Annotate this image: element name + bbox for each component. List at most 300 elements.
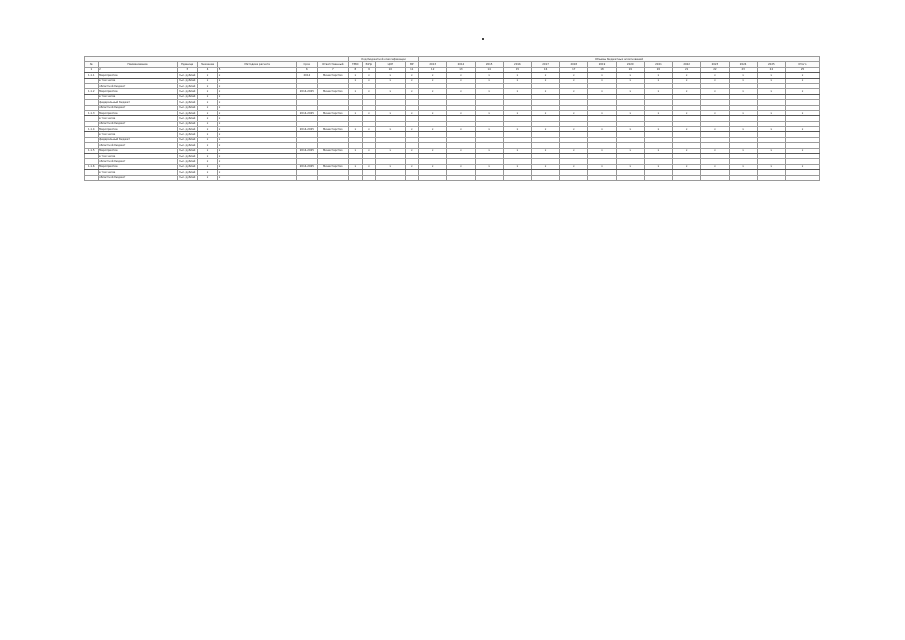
table-cell: х xyxy=(785,89,819,94)
table-cell: х xyxy=(701,148,729,153)
table-cell: х xyxy=(729,127,757,132)
table-cell: х xyxy=(349,73,363,78)
table-cell: х xyxy=(197,148,217,153)
table-cell: х xyxy=(644,73,672,78)
table-cell: 15 xyxy=(503,67,531,72)
table-cell: 21 xyxy=(673,67,701,72)
table-cell: х xyxy=(362,78,376,83)
table-cell: областной бюджет xyxy=(98,105,177,110)
table-cell: тыс. рублей xyxy=(179,100,196,104)
table-cell: 2014-2025 xyxy=(297,148,317,153)
table-cell: х xyxy=(376,89,405,94)
table-cell: х xyxy=(376,73,405,78)
table-cell: х xyxy=(218,154,297,159)
table-cell: х xyxy=(475,89,503,94)
table-cell: х xyxy=(447,89,475,94)
table-cell: х xyxy=(673,73,701,78)
table-cell: х xyxy=(616,127,644,132)
table-cell: х xyxy=(785,110,819,115)
table-cell: х xyxy=(475,78,503,83)
table-cell xyxy=(349,175,363,180)
table-cell: х xyxy=(218,94,297,99)
column-header: РзПр xyxy=(362,62,376,67)
table-cell: 2014-2025 xyxy=(297,110,317,115)
table-cell: х xyxy=(757,89,785,94)
table-cell: х xyxy=(218,148,297,153)
table-cell: х xyxy=(349,89,363,94)
table-cell: х xyxy=(503,73,531,78)
table-cell: Министерство xyxy=(317,164,349,169)
table-cell xyxy=(757,175,785,180)
table-cell: х xyxy=(616,89,644,94)
table-cell: х xyxy=(503,127,531,132)
table-cell: в том числе xyxy=(98,170,177,175)
table-cell: х xyxy=(588,89,616,94)
table-cell: х xyxy=(503,110,531,115)
table-cell: х xyxy=(362,127,376,132)
table-cell: 10 xyxy=(376,67,405,72)
table-cell: х xyxy=(218,110,297,115)
table-cell: х xyxy=(531,73,559,78)
table-cell: 11 xyxy=(405,67,419,72)
budget-code-group: Код бюджетной классификации xyxy=(349,57,419,62)
table-cell: х xyxy=(673,164,701,169)
table-cell: х xyxy=(588,110,616,115)
table-cell: х xyxy=(218,132,297,137)
table-cell: х xyxy=(531,127,559,132)
table-cell: х xyxy=(560,164,588,169)
table-cell: х xyxy=(673,89,701,94)
table-cell xyxy=(362,175,376,180)
table-cell: 13 xyxy=(447,67,475,72)
table-cell: х xyxy=(197,170,217,175)
column-header: 2024 xyxy=(729,62,757,67)
table-cell: х xyxy=(419,89,447,94)
table-cell: 17 xyxy=(560,67,588,72)
table-cell: х xyxy=(197,159,217,164)
table-cell: х xyxy=(644,78,672,83)
table-cell: х xyxy=(197,164,217,169)
table-cell: х xyxy=(197,116,217,121)
table-cell: х xyxy=(616,164,644,169)
document-sheet xyxy=(84,56,820,596)
table-cell: тыс. рублей xyxy=(179,106,196,110)
table-cell: х xyxy=(531,78,559,83)
column-header: ВР xyxy=(405,62,419,67)
table-cell: х xyxy=(197,100,217,105)
table-cell: тыс. рублей xyxy=(179,73,196,77)
column-header: 2015 xyxy=(475,62,503,67)
table-cell: Мероприятие xyxy=(98,110,177,115)
column-header: 2025 xyxy=(757,62,785,67)
table-cell: тыс. рублей xyxy=(179,160,196,164)
table-cell: х xyxy=(729,73,757,78)
table-cell: 23 xyxy=(729,67,757,72)
column-header: Наименование xyxy=(98,62,177,67)
table-cell: х xyxy=(588,127,616,132)
table-cell: х xyxy=(503,164,531,169)
table-cell: х xyxy=(757,78,785,83)
table-cell: х xyxy=(197,127,217,132)
column-header: 2019 xyxy=(588,62,616,67)
table-cell: х xyxy=(447,164,475,169)
table-cell: х xyxy=(729,148,757,153)
table-cell: х xyxy=(218,78,297,83)
table-cell: х xyxy=(447,148,475,153)
column-header: 2013 xyxy=(419,62,447,67)
table-cell: х xyxy=(560,78,588,83)
table-cell: х xyxy=(405,127,419,132)
table-cell: х xyxy=(785,164,819,169)
table-cell: 2014-2025 xyxy=(297,127,317,132)
table-cell: х xyxy=(362,148,376,153)
table-cell: 18 xyxy=(588,67,616,72)
table-cell xyxy=(419,175,447,180)
table-cell xyxy=(447,175,475,180)
table-cell: тыс. рублей xyxy=(179,154,196,158)
table-cell: х xyxy=(362,73,376,78)
table-cell: х xyxy=(197,143,217,148)
table-cell xyxy=(376,175,405,180)
table-cell: х xyxy=(197,154,217,159)
table-cell: 3 xyxy=(177,67,197,72)
table-cell: 1.1.5 xyxy=(85,148,99,153)
table-cell: тыс. рублей xyxy=(179,127,196,131)
table-cell: х xyxy=(503,148,531,153)
table-cell: х xyxy=(349,148,363,153)
table-cell: х xyxy=(197,94,217,99)
table-cell: х xyxy=(588,164,616,169)
table-cell: областной бюджет xyxy=(98,159,177,164)
table-cell: х xyxy=(673,127,701,132)
table-cell: х xyxy=(560,89,588,94)
table-cell: х xyxy=(405,73,419,78)
table-cell: х xyxy=(376,127,405,132)
table-cell: х xyxy=(785,73,819,78)
table-cell xyxy=(785,175,819,180)
table-cell: х xyxy=(218,121,297,126)
table-cell: х xyxy=(475,148,503,153)
table-cell: х xyxy=(701,78,729,83)
table-cell: х xyxy=(197,137,217,142)
table-cell: х xyxy=(405,164,419,169)
column-header: Значение xyxy=(197,62,217,67)
table-cell: областной бюджет xyxy=(98,143,177,148)
table-cell: х xyxy=(362,89,376,94)
table-cell: х xyxy=(757,73,785,78)
table-cell: х xyxy=(785,127,819,132)
table-cell: х xyxy=(673,110,701,115)
table-cell xyxy=(531,175,559,180)
table-cell: областной бюджет xyxy=(98,121,177,126)
table-cell: 5 xyxy=(218,67,297,72)
table-cell xyxy=(588,175,616,180)
table-cell: х xyxy=(560,127,588,132)
table-cell xyxy=(317,175,349,180)
table-cell: х xyxy=(644,148,672,153)
table-cell: х xyxy=(531,164,559,169)
table-cell: 1.1.6 xyxy=(85,164,99,169)
table-cell xyxy=(701,175,729,180)
column-header: Срок xyxy=(297,62,317,67)
table-cell: х xyxy=(218,175,297,180)
table-cell: 9 xyxy=(362,67,376,72)
table-cell: х xyxy=(218,100,297,105)
table-cell: х xyxy=(218,89,297,94)
page-mark xyxy=(482,38,484,40)
table-cell: х xyxy=(757,127,785,132)
table-cell: х xyxy=(644,127,672,132)
table-cell: 14 xyxy=(475,67,503,72)
column-header: 2016 xyxy=(503,62,531,67)
column-header: 2017 xyxy=(531,62,559,67)
table-cell: Министерство xyxy=(317,148,349,153)
table-cell: 1.1.3 xyxy=(85,110,99,115)
table-cell: х xyxy=(405,110,419,115)
column-header: 2018 xyxy=(560,62,588,67)
table-cell: х xyxy=(588,148,616,153)
table-cell: х xyxy=(729,110,757,115)
table-cell: 1 xyxy=(85,67,99,72)
table-cell: тыс. рублей xyxy=(179,176,196,180)
table-cell: тыс. рублей xyxy=(179,149,196,153)
budget-table xyxy=(84,56,820,181)
table-cell: х xyxy=(447,73,475,78)
column-header: № xyxy=(85,62,99,67)
table-cell: х xyxy=(701,73,729,78)
table-cell: х xyxy=(376,164,405,169)
table-cell: тыс. рублей xyxy=(179,79,196,83)
table-cell: х xyxy=(729,164,757,169)
table-cell: в том числе xyxy=(98,78,177,83)
column-header: 2014 xyxy=(447,62,475,67)
table-cell: х xyxy=(349,110,363,115)
table-cell: х xyxy=(503,89,531,94)
table-cell: х xyxy=(475,73,503,78)
table-cell: тыс. рублей xyxy=(179,143,196,147)
table-cell: Мероприятие xyxy=(98,73,177,78)
table-cell: тыс. рублей xyxy=(179,95,196,99)
table-cell: х xyxy=(405,148,419,153)
table-cell: х xyxy=(362,164,376,169)
table-cell: х xyxy=(644,89,672,94)
table-cell: 20 xyxy=(644,67,672,72)
table-cell: х xyxy=(376,110,405,115)
column-header: 2023 xyxy=(701,62,729,67)
column-header: ЦСР xyxy=(376,62,405,67)
table-cell: х xyxy=(616,110,644,115)
table-cell xyxy=(729,175,757,180)
table-cell: х xyxy=(673,78,701,83)
table-cell: х xyxy=(218,116,297,121)
table-cell: х xyxy=(447,78,475,83)
table-cell: х xyxy=(531,89,559,94)
years-group: Объемы бюджетных ассигнований xyxy=(419,57,820,62)
table-cell: х xyxy=(644,164,672,169)
table-cell: х xyxy=(419,78,447,83)
table-cell xyxy=(475,175,503,180)
table-cell: х xyxy=(701,89,729,94)
table-cell: тыс. рублей xyxy=(179,84,196,88)
table-cell: федеральный бюджет xyxy=(98,137,177,142)
table-cell: х xyxy=(218,164,297,169)
table-cell: х xyxy=(701,127,729,132)
table-cell xyxy=(85,175,99,180)
table-cell: х xyxy=(616,73,644,78)
table-cell: Министерство xyxy=(317,73,349,78)
table-cell: х xyxy=(218,159,297,164)
table-cell xyxy=(560,175,588,180)
table-cell: х xyxy=(757,148,785,153)
table-cell: 7 xyxy=(317,67,349,72)
table-cell: х xyxy=(588,78,616,83)
table-cell: 4 xyxy=(197,67,217,72)
table-cell: х xyxy=(644,110,672,115)
table-cell: х xyxy=(218,127,297,132)
table-cell: Министерство xyxy=(317,110,349,115)
table-cell: х xyxy=(531,110,559,115)
table-row xyxy=(85,175,820,180)
table-cell: 22 xyxy=(701,67,729,72)
table-cell: областной бюджет xyxy=(98,83,177,88)
table-cell: в том числе xyxy=(98,116,177,121)
table-cell: 2 xyxy=(98,67,177,72)
table-cell: х xyxy=(729,78,757,83)
table-cell: 2014-2025 xyxy=(297,89,317,94)
table-cell: тыс. рублей xyxy=(179,116,196,120)
table-cell: х xyxy=(218,143,297,148)
table-cell: Министерство xyxy=(317,89,349,94)
table-cell: х xyxy=(588,73,616,78)
table-cell: х xyxy=(376,148,405,153)
table-cell: х xyxy=(701,110,729,115)
table-cell: х xyxy=(197,83,217,88)
table-cell xyxy=(503,175,531,180)
table-cell: х xyxy=(503,78,531,83)
column-header: 2021 xyxy=(644,62,672,67)
table-cell: х xyxy=(349,164,363,169)
table-cell: тыс. рублей xyxy=(179,133,196,137)
table-cell: х xyxy=(376,78,405,83)
table-cell: х xyxy=(475,164,503,169)
table-cell: 1.1.4 xyxy=(85,127,99,132)
table-cell: областной бюджет xyxy=(98,175,177,180)
table-cell: х xyxy=(349,78,363,83)
table-cell: 2014 xyxy=(297,73,317,78)
table-cell: х xyxy=(616,148,644,153)
table-cell: х xyxy=(349,127,363,132)
table-cell: х xyxy=(729,89,757,94)
table-cell: х xyxy=(419,127,447,132)
table-cell: х xyxy=(757,164,785,169)
column-header: ГРБС xyxy=(349,62,363,67)
table-cell: 8 xyxy=(349,67,363,72)
table-cell: х xyxy=(560,73,588,78)
table-cell: х xyxy=(362,110,376,115)
column-header: 2022 xyxy=(673,62,701,67)
table-cell: Мероприятие xyxy=(98,127,177,132)
table-cell: тыс. рублей xyxy=(179,138,196,142)
table-cell: Мероприятие xyxy=(98,148,177,153)
table-cell: 25 xyxy=(785,67,819,72)
table-cell: х xyxy=(447,110,475,115)
table-cell: х xyxy=(447,127,475,132)
table-cell: в том числе xyxy=(98,154,177,159)
table-cell: х xyxy=(785,148,819,153)
table-cell: х xyxy=(475,110,503,115)
table-cell: х xyxy=(673,148,701,153)
table-cell: тыс. рублей xyxy=(179,122,196,126)
column-header: Итого xyxy=(785,62,819,67)
table-cell: 16 xyxy=(531,67,559,72)
table-cell: 2014-2025 xyxy=(297,164,317,169)
table-cell: х xyxy=(218,83,297,88)
table-cell: х xyxy=(560,110,588,115)
table-cell: х xyxy=(531,148,559,153)
column-header: Ответственный xyxy=(317,62,349,67)
table-cell: х xyxy=(197,73,217,78)
table-cell: 6 xyxy=(297,67,317,72)
table-cell: 1.1.1 xyxy=(85,73,99,78)
table-cell: тыс. рублей xyxy=(179,165,196,169)
table-cell: в том числе xyxy=(98,132,177,137)
table-cell: х xyxy=(616,78,644,83)
table-cell: х xyxy=(785,78,819,83)
table-cell: х xyxy=(757,110,785,115)
table-cell: х xyxy=(197,89,217,94)
table-cell: 19 xyxy=(616,67,644,72)
table-cell: х xyxy=(560,148,588,153)
table-cell: Мероприятие xyxy=(98,89,177,94)
table-cell: х xyxy=(701,164,729,169)
table-cell: х xyxy=(405,78,419,83)
table-cell: х xyxy=(475,127,503,132)
table-cell: Мероприятие xyxy=(98,164,177,169)
column-header: Методика расчета xyxy=(218,62,297,67)
table-cell: 12 xyxy=(419,67,447,72)
table-cell: х xyxy=(197,121,217,126)
table-cell: х xyxy=(419,164,447,169)
table-cell: х xyxy=(405,89,419,94)
column-header: Единица xyxy=(177,62,197,67)
table-cell: х xyxy=(218,137,297,142)
table-cell xyxy=(405,175,419,180)
table-cell: х xyxy=(197,110,217,115)
table-cell: х xyxy=(218,105,297,110)
table-cell: х xyxy=(419,110,447,115)
table-cell: федеральный бюджет xyxy=(98,100,177,105)
table-cell xyxy=(616,175,644,180)
table-cell xyxy=(297,175,317,180)
table-cell: х xyxy=(197,78,217,83)
table-cell: 24 xyxy=(757,67,785,72)
table-cell: х xyxy=(419,148,447,153)
table-cell: Министерство xyxy=(317,127,349,132)
table-cell: х xyxy=(218,73,297,78)
table-cell: х xyxy=(218,170,297,175)
table-cell: 1.1.2 xyxy=(85,89,99,94)
table-cell: тыс. рублей xyxy=(179,170,196,174)
table-cell: х xyxy=(419,73,447,78)
column-header: 2020 xyxy=(616,62,644,67)
table-cell: тыс. рублей xyxy=(179,89,196,93)
table-cell: в том числе xyxy=(98,94,177,99)
table-cell: тыс. рублей xyxy=(179,111,196,115)
table-body xyxy=(85,67,820,180)
table-cell xyxy=(644,175,672,180)
table-cell: х xyxy=(197,175,217,180)
table-cell: х xyxy=(197,105,217,110)
